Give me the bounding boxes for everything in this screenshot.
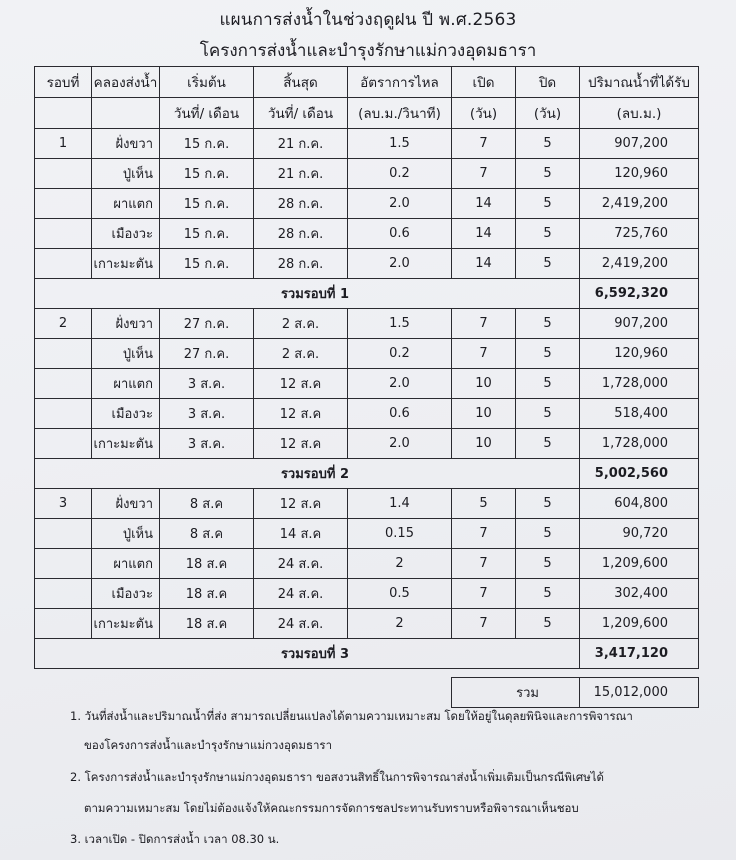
header-open: เปิด	[452, 67, 516, 98]
cell-end-date: 12 ส.ค	[254, 399, 348, 429]
cell-canal: เกาะมะตัน	[92, 609, 160, 639]
cell-flow-rate: 0.6	[348, 399, 452, 429]
cell-close-days: 5	[516, 609, 580, 639]
cell-close-days: 5	[516, 249, 580, 279]
cell-flow-rate: 1.4	[348, 489, 452, 519]
cell-volume: 907,200	[580, 129, 699, 159]
cell-close-days: 5	[516, 549, 580, 579]
spacer-cell	[35, 669, 699, 678]
cell-start-date: 18 ส.ค	[160, 579, 254, 609]
cell-flow-rate: 1.5	[348, 129, 452, 159]
grand-total-label: รวม	[452, 678, 580, 708]
cell-flow-rate: 0.2	[348, 339, 452, 369]
table-row	[35, 189, 699, 219]
cell-flow-rate: 2	[348, 549, 452, 579]
cell-close-days: 5	[516, 129, 580, 159]
cell-open-days: 7	[452, 609, 516, 639]
cell-flow-rate: 2.0	[348, 189, 452, 219]
cell-flow-rate: 0.2	[348, 159, 452, 189]
cell-start-date: 15 ก.ค.	[160, 159, 254, 189]
cell-round	[35, 429, 92, 459]
cell-end-date: 21 ก.ค.	[254, 129, 348, 159]
cell-end-date: 12 ส.ค	[254, 369, 348, 399]
grand-total-row	[35, 678, 699, 708]
round-total-label: รวมรอบที่ 1	[35, 279, 580, 309]
note-1-cont: ของโครงการส่งน้ำและบำรุงรักษาแม่กวงอุดมธารา	[84, 738, 333, 752]
cell-open-days: 14	[452, 219, 516, 249]
cell-open-days: 10	[452, 369, 516, 399]
cell-start-date: 8 ส.ค	[160, 519, 254, 549]
cell-flow-rate: 1.5	[348, 309, 452, 339]
cell-canal: ฝั่งขวา	[92, 309, 160, 339]
cell-open-days: 10	[452, 399, 516, 429]
table-row	[35, 519, 699, 549]
cell-open-days: 7	[452, 309, 516, 339]
cell-canal: ปู่เห็น	[92, 339, 160, 369]
header-close: ปิด	[516, 67, 580, 98]
cell-round	[35, 219, 92, 249]
cell-canal: ผาแตก	[92, 189, 160, 219]
cell-open-days: 7	[452, 519, 516, 549]
cell-round: 3	[35, 489, 92, 519]
cell-round	[35, 369, 92, 399]
cell-start-date: 27 ก.ค.	[160, 339, 254, 369]
round-total-row	[35, 279, 699, 309]
cell-close-days: 5	[516, 489, 580, 519]
cell-flow-rate: 2.0	[348, 249, 452, 279]
cell-start-date: 18 ส.ค	[160, 549, 254, 579]
header-row-1	[35, 67, 699, 98]
cell-canal: ฝั่งขวา	[92, 489, 160, 519]
cell-canal: เมืองวะ	[92, 579, 160, 609]
note-3: 3. เวลาเปิด - ปิดการส่งน้ำ เวลา 08.30 น.	[70, 832, 280, 846]
cell-close-days: 5	[516, 369, 580, 399]
cell-end-date: 24 ส.ค.	[254, 549, 348, 579]
cell-start-date: 27 ก.ค.	[160, 309, 254, 339]
header-start: เริ่มต้น	[160, 67, 254, 98]
cell-end-date: 28 ก.ค.	[254, 249, 348, 279]
cell-flow-rate: 0.15	[348, 519, 452, 549]
cell-volume: 1,728,000	[580, 429, 699, 459]
cell-close-days: 5	[516, 519, 580, 549]
table-row	[35, 549, 699, 579]
cell-start-date: 3 ส.ค.	[160, 399, 254, 429]
cell-close-days: 5	[516, 219, 580, 249]
cell-end-date: 24 ส.ค.	[254, 579, 348, 609]
cell-end-date: 12 ส.ค	[254, 489, 348, 519]
cell-canal: ผาแตก	[92, 549, 160, 579]
cell-open-days: 10	[452, 429, 516, 459]
cell-open-days: 7	[452, 339, 516, 369]
cell-start-date: 3 ส.ค.	[160, 429, 254, 459]
header-end-unit: วันที่/ เดือน	[254, 98, 348, 129]
table-row	[35, 579, 699, 609]
cell-open-days: 14	[452, 189, 516, 219]
cell-flow-rate: 2	[348, 609, 452, 639]
cell-end-date: 2 ส.ค.	[254, 309, 348, 339]
table-row	[35, 399, 699, 429]
cell-volume: 907,200	[580, 309, 699, 339]
cell-volume: 2,419,200	[580, 189, 699, 219]
cell-volume: 1,728,000	[580, 369, 699, 399]
round-total-label: รวมรอบที่ 2	[35, 459, 580, 489]
cell-start-date: 15 ก.ค.	[160, 219, 254, 249]
cell-volume: 1,209,600	[580, 549, 699, 579]
grand-total-value: 15,012,000	[580, 678, 699, 708]
table-row	[35, 309, 699, 339]
cell-round	[35, 519, 92, 549]
header-round: รอบที่	[35, 67, 92, 98]
cell-start-date: 15 ก.ค.	[160, 129, 254, 159]
cell-open-days: 7	[452, 549, 516, 579]
cell-close-days: 5	[516, 429, 580, 459]
header-round-empty	[35, 98, 92, 129]
cell-end-date: 14 ส.ค	[254, 519, 348, 549]
spacer-row	[35, 669, 699, 678]
cell-round	[35, 249, 92, 279]
cell-end-date: 2 ส.ค.	[254, 339, 348, 369]
cell-round: 1	[35, 129, 92, 159]
header-end: สิ้นสุด	[254, 67, 348, 98]
cell-volume: 604,800	[580, 489, 699, 519]
table-row	[35, 339, 699, 369]
header-volume: ปริมาณน้ำที่ได้รับ	[580, 67, 699, 98]
cell-round: 2	[35, 309, 92, 339]
table-row	[35, 159, 699, 189]
cell-flow-rate: 0.6	[348, 219, 452, 249]
cell-round	[35, 549, 92, 579]
cell-round	[35, 339, 92, 369]
cell-canal: เกาะมะตัน	[92, 429, 160, 459]
cell-round	[35, 609, 92, 639]
cell-start-date: 15 ก.ค.	[160, 189, 254, 219]
note-2: 2. โครงการส่งน้ำและบำรุงรักษาแม่กวงอุดมธารา ขอสงวนสิทธิ์ในการพิจารณาส่งน้ำเพิ่มเติมเป็นกรณีพิเศษได้	[70, 770, 605, 784]
cell-close-days: 5	[516, 579, 580, 609]
round-total-value: 3,417,120	[580, 639, 699, 669]
grand-total-blank	[35, 678, 452, 708]
header-canal: คลองส่งน้ำ	[92, 67, 160, 98]
header-volume-unit: (ลบ.ม.)	[580, 98, 699, 129]
round-total-value: 6,592,320	[580, 279, 699, 309]
document-subtitle: โครงการส่งน้ำและบำรุงรักษาแม่กวงอุดมธารา	[199, 41, 537, 61]
note-1: 1. วันที่ส่งน้ำและปริมาณน้ำที่ส่ง สามารถเปลี่ยนแปลงได้ตามความเหมาะสม โดยให้อยู่ในดุลยพินิจและการพิจารณา	[70, 709, 633, 723]
cell-canal: เมืองวะ	[92, 219, 160, 249]
table-row	[35, 249, 699, 279]
cell-round	[35, 579, 92, 609]
cell-volume: 2,419,200	[580, 249, 699, 279]
cell-round	[35, 399, 92, 429]
cell-round	[35, 189, 92, 219]
cell-start-date: 18 ส.ค	[160, 609, 254, 639]
cell-canal: เมืองวะ	[92, 399, 160, 429]
cell-close-days: 5	[516, 309, 580, 339]
cell-start-date: 3 ส.ค.	[160, 369, 254, 399]
cell-volume: 90,720	[580, 519, 699, 549]
cell-volume: 518,400	[580, 399, 699, 429]
cell-start-date: 15 ก.ค.	[160, 249, 254, 279]
cell-end-date: 12 ส.ค	[254, 429, 348, 459]
cell-canal: ผาแตก	[92, 369, 160, 399]
cell-flow-rate: 2.0	[348, 429, 452, 459]
round-total-value: 5,002,560	[580, 459, 699, 489]
cell-end-date: 24 ส.ค.	[254, 609, 348, 639]
header-canal-empty	[92, 98, 160, 129]
table-row	[35, 129, 699, 159]
cell-open-days: 7	[452, 159, 516, 189]
round-total-row	[35, 639, 699, 669]
header-flow-unit: (ลบ.ม./วินาที)	[348, 98, 452, 129]
note-2-cont: ตามความเหมาะสม โดยไม่ต้องแจ้งให้คณะกรรมการจัดการชลประทานรับทราบหรือพิจารณาเห็นชอบ	[84, 801, 579, 815]
cell-close-days: 5	[516, 159, 580, 189]
cell-volume: 120,960	[580, 159, 699, 189]
cell-end-date: 28 ก.ค.	[254, 189, 348, 219]
round-total-label: รวมรอบที่ 3	[35, 639, 580, 669]
header-open-unit: (วัน)	[452, 98, 516, 129]
header-start-unit: วันที่/ เดือน	[160, 98, 254, 129]
cell-canal: ฝั่งขวา	[92, 129, 160, 159]
cell-flow-rate: 2.0	[348, 369, 452, 399]
table-row	[35, 489, 699, 519]
table-row	[35, 369, 699, 399]
cell-start-date: 8 ส.ค	[160, 489, 254, 519]
cell-volume: 120,960	[580, 339, 699, 369]
cell-volume: 302,400	[580, 579, 699, 609]
cell-volume: 725,760	[580, 219, 699, 249]
cell-close-days: 5	[516, 189, 580, 219]
cell-open-days: 14	[452, 249, 516, 279]
header-row-2	[35, 98, 699, 129]
cell-open-days: 7	[452, 579, 516, 609]
cell-end-date: 28 ก.ค.	[254, 219, 348, 249]
cell-end-date: 21 ก.ค.	[254, 159, 348, 189]
header-close-unit: (วัน)	[516, 98, 580, 129]
cell-round	[35, 159, 92, 189]
cell-open-days: 7	[452, 129, 516, 159]
table-row	[35, 429, 699, 459]
cell-flow-rate: 0.5	[348, 579, 452, 609]
cell-close-days: 5	[516, 339, 580, 369]
round-total-row	[35, 459, 699, 489]
cell-open-days: 5	[452, 489, 516, 519]
cell-canal: ปู่เห็น	[92, 519, 160, 549]
water-plan-table	[34, 66, 699, 708]
table-row	[35, 219, 699, 249]
cell-volume: 1,209,600	[580, 609, 699, 639]
cell-canal: ปู่เห็น	[92, 159, 160, 189]
table-row	[35, 609, 699, 639]
cell-close-days: 5	[516, 399, 580, 429]
header-flow: อัตราการไหล	[348, 67, 452, 98]
document-title: แผนการส่งน้ำในช่วงฤดูฝน ปี พ.ศ.2563	[219, 10, 517, 30]
cell-canal: เกาะมะตัน	[92, 249, 160, 279]
